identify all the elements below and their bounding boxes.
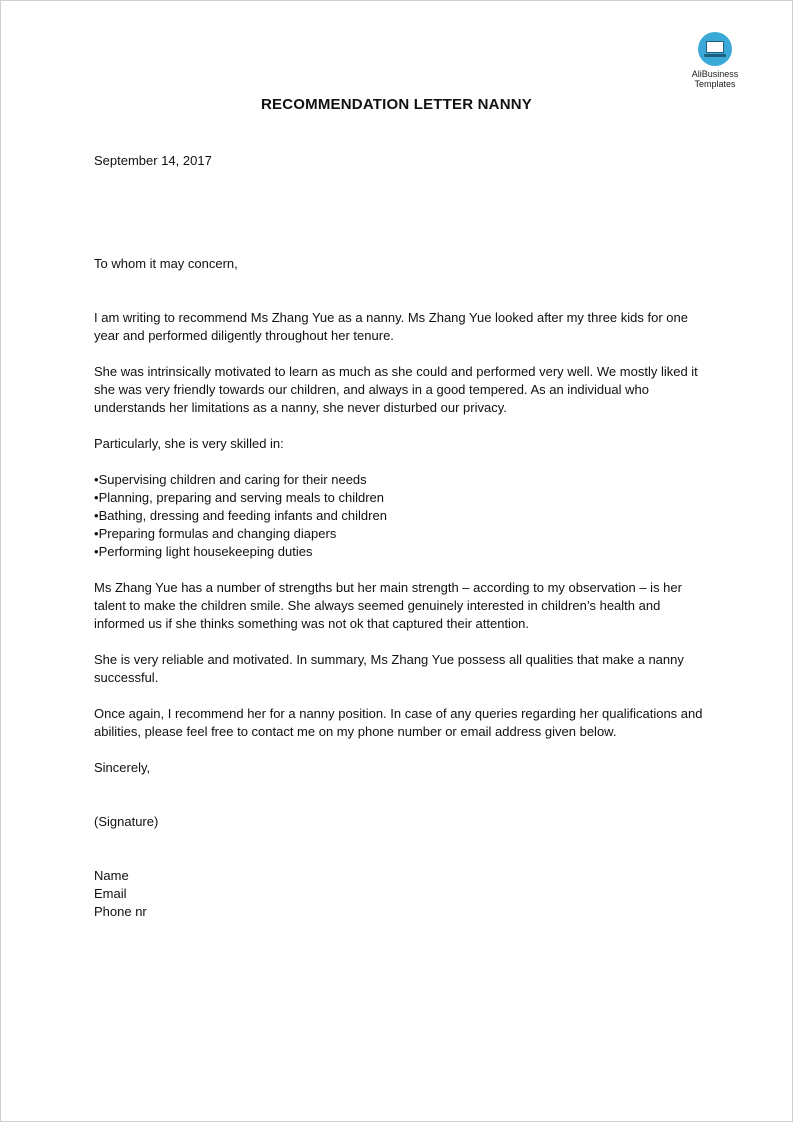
sender-email: Email — [94, 886, 127, 901]
list-item: • Planning, preparing and serving meals to children — [94, 489, 714, 507]
letter-date: September 14, 2017 — [94, 153, 212, 168]
list-item: • Preparing formulas and changing diapers — [94, 525, 714, 543]
list-item: • Performing light housekeeping duties — [94, 543, 714, 561]
brand-line-1: AliBusiness — [691, 69, 739, 79]
list-item: • Bathing, dressing and feeding infants and children — [94, 507, 714, 525]
sender-phone: Phone nr — [94, 904, 147, 919]
sender-name: Name — [94, 868, 129, 883]
brand-logo — [680, 32, 750, 89]
brand-name — [680, 69, 750, 89]
laptop-icon — [698, 32, 732, 66]
laptop-screen — [706, 41, 724, 53]
brand-line-2: Templates — [694, 79, 736, 89]
salutation: To whom it may concern, — [94, 256, 238, 271]
paragraph-intro: I am writing to recommend Ms Zhang Yue as a nanny. Ms Zhang Yue looked after my three kids for one year and performed diligently throughout her tenure. — [94, 310, 688, 343]
paragraph-strengths: Ms Zhang Yue has a number of strengths but her main strength – according to my observation – is her talent to make the children smile. She always seemed genuinely interested in children’s health and informed us if she thinks something was not ok that captured their attention. — [94, 580, 682, 631]
closing: Sincerely, — [94, 760, 151, 775]
paragraph-summary: She is very reliable and motivated. In summary, Ms Zhang Yue possess all qualities that make a nanny successful. — [94, 652, 684, 685]
list-item: • Supervising children and caring for their needs — [94, 471, 714, 489]
laptop-base — [704, 54, 726, 57]
skills-intro: Particularly, she is very skilled in: — [94, 436, 284, 451]
paragraph-recommendation: Once again, I recommend her for a nanny position. In case of any queries regarding her qualifications and abilities, please feel free to contact me on my phone number or email address given below. — [94, 706, 703, 739]
signature: (Signature) — [94, 814, 159, 829]
letter-title: RECOMMENDATION LETTER NANNY — [261, 96, 532, 113]
letter-body — [94, 152, 714, 921]
paragraph-motivation: She was intrinsically motivated to learn as much as she could and performed very well. We mostly liked it she was very friendly towards our children, and always in a good tempered. As an individual who understands her limitations as a nanny, she never disturbed our privacy. — [94, 364, 698, 415]
skills-list — [94, 471, 714, 561]
